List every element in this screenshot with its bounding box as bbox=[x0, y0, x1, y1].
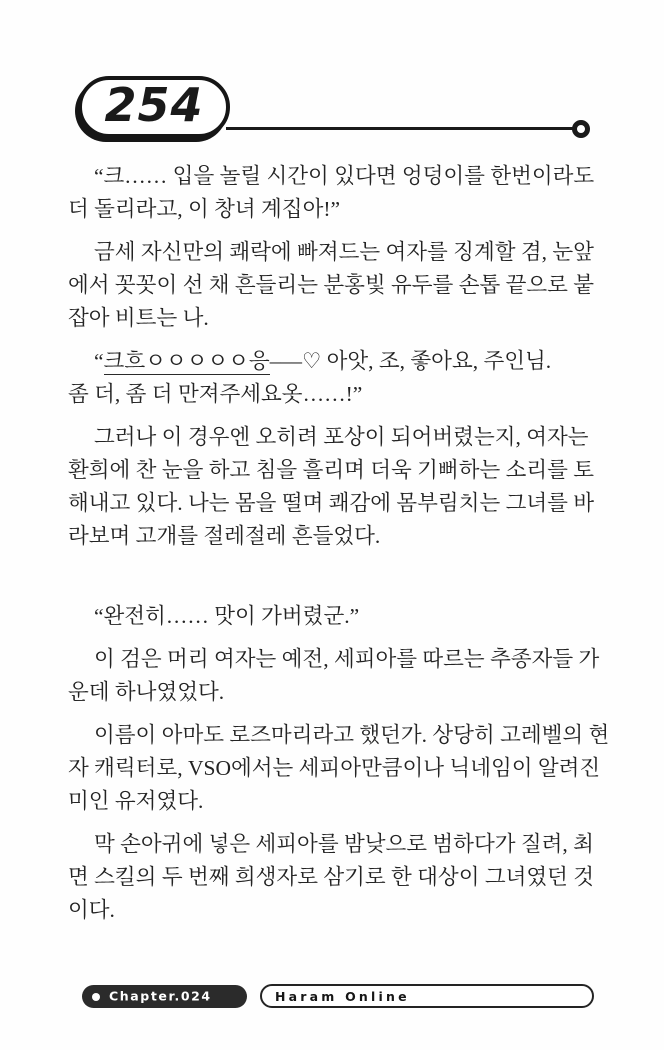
book-title: Haram Online bbox=[275, 988, 410, 1004]
paragraph bbox=[68, 600, 608, 633]
text-line: 미인 유저였다. bbox=[68, 789, 204, 813]
text-segment: “ bbox=[94, 349, 104, 373]
text-line: 잡아 비트는 나. bbox=[68, 306, 209, 330]
paragraph bbox=[68, 643, 608, 709]
text-line: 면 스킬의 두 번째 희생자로 삼기로 한 대상이 그녀였던 것 bbox=[68, 865, 595, 889]
text-line: 자 캐릭터로, VSO에서는 세피아만큼이나 닉네임이 알려진 bbox=[68, 756, 601, 780]
text-line: “완전히…… 맛이 가버렸군.” bbox=[94, 604, 360, 628]
paragraph bbox=[68, 421, 608, 553]
text-line: 막 손아귀에 넣은 세피아를 밤낮으로 범하다가 질려, 최 bbox=[94, 832, 594, 856]
text-line: 더 돌리라고, 이 창녀 계집아!” bbox=[68, 197, 341, 221]
circle-dot-icon bbox=[92, 993, 100, 1001]
paragraph bbox=[68, 236, 608, 335]
page-number: 254 bbox=[104, 78, 204, 132]
page-number-badge bbox=[78, 76, 230, 138]
text-line: 이다. bbox=[68, 898, 115, 922]
text-line: 좀 더, 좀 더 만져주세요옷……!” bbox=[68, 382, 363, 406]
book-title-badge bbox=[260, 984, 594, 1008]
paragraph bbox=[68, 160, 608, 226]
paragraph bbox=[68, 828, 608, 927]
ring-icon bbox=[572, 120, 590, 138]
text-line: 이름이 아마도 로즈마리라고 했던가. 상당히 고레벨의 현 bbox=[94, 723, 610, 747]
text-line: 에서 꼿꼿이 선 채 흔들리는 분홍빛 유두를 손톱 끝으로 붙 bbox=[68, 273, 595, 297]
underlined-text: 크흐ㅇㅇㅇㅇㅇ응 bbox=[103, 349, 270, 373]
text-line: 운데 하나였었다. bbox=[68, 680, 225, 704]
text-segment: –––♡ 아앗, 조, 좋아요, 주인님. bbox=[269, 349, 552, 373]
paragraph bbox=[68, 345, 608, 411]
text-line: 금세 자신만의 쾌락에 빠져드는 여자를 징계할 겸, 눈앞 bbox=[94, 240, 594, 264]
paragraph bbox=[68, 719, 608, 818]
text-line: 그러나 이 경우엔 오히려 포상이 되어버렸는지, 여자는 bbox=[94, 425, 589, 449]
chapter-badge bbox=[82, 985, 247, 1008]
text-line: 라보며 고개를 절레절레 흔들었다. bbox=[68, 524, 381, 548]
text-line: 환희에 찬 눈을 하고 침을 흘리며 더욱 기뻐하는 소리를 토 bbox=[68, 458, 595, 482]
text-line bbox=[68, 345, 608, 378]
chapter-label: Chapter.024 bbox=[109, 988, 212, 1004]
text-line: 해내고 있다. 나는 몸을 떨며 쾌감에 몸부림치는 그녀를 바 bbox=[68, 491, 595, 515]
header-rule bbox=[226, 127, 576, 130]
body-text bbox=[68, 160, 608, 927]
text-line: “크…… 입을 놀릴 시간이 있다면 엉덩이를 한번이라도 bbox=[94, 164, 595, 188]
text-line: 이 검은 머리 여자는 예전, 세피아를 따르는 추종자들 가 bbox=[94, 647, 600, 671]
